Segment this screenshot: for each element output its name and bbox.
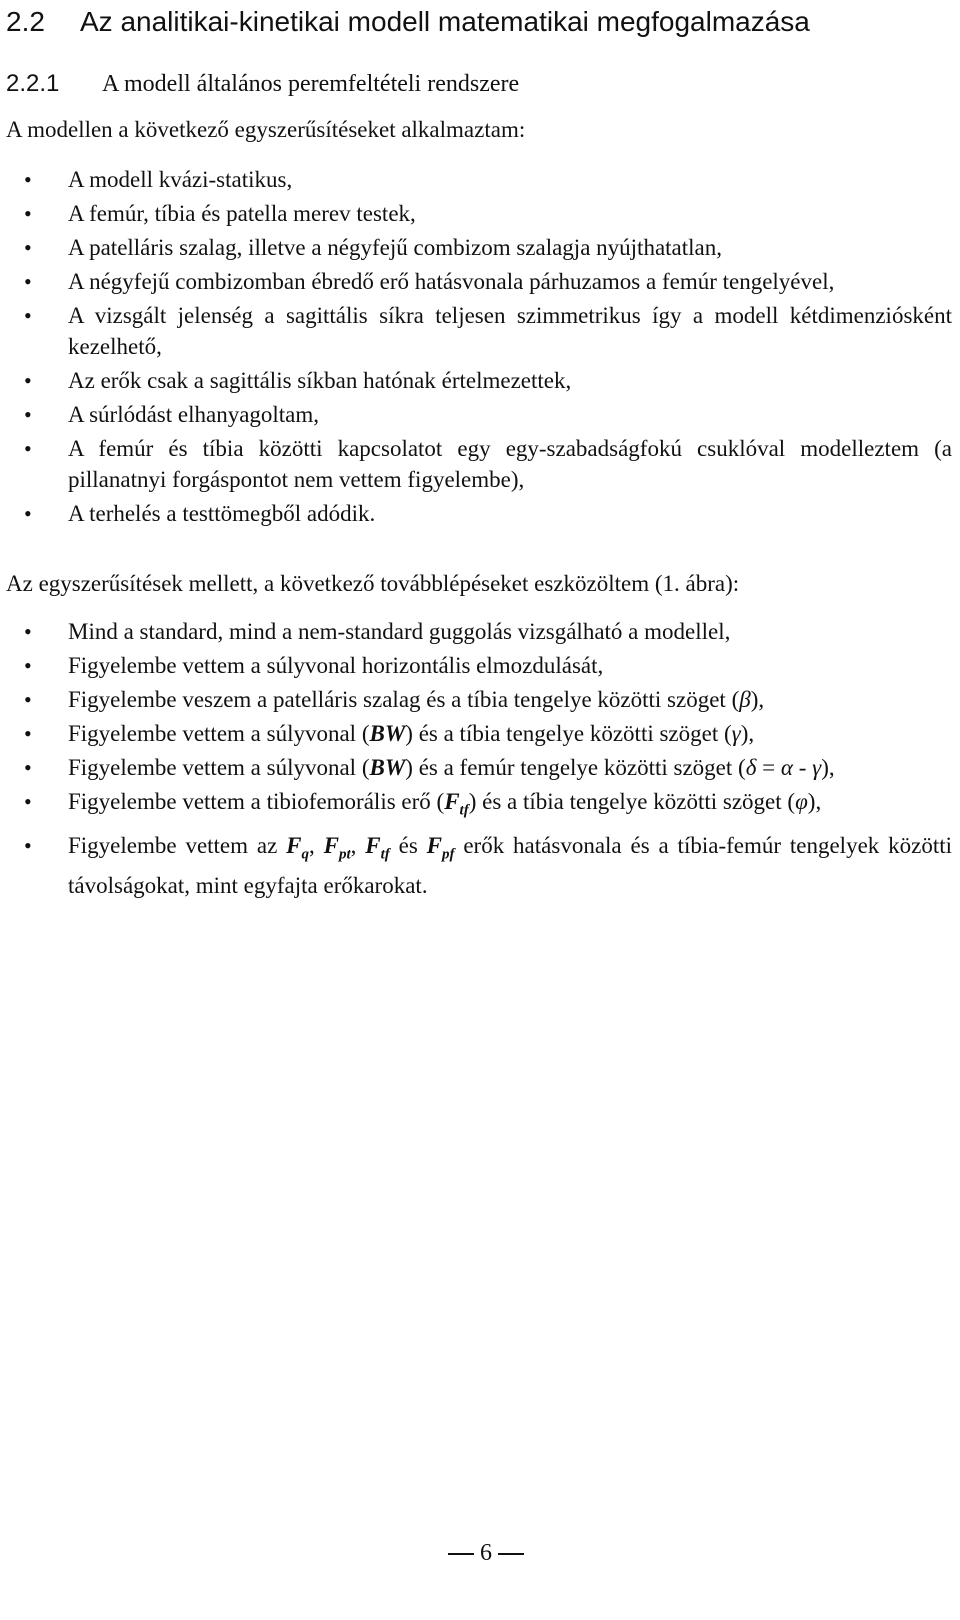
- force-symbol: F: [444, 789, 460, 814]
- list-item: • A femúr és tíbia közötti kapcsolatot egy egy-szabadságfokú csuklóval modelleztem (a pillanatnyi forgáspontot nem vettem figyelembe),: [6, 433, 952, 495]
- dash-left: [448, 1553, 474, 1555]
- intro-paragraph-1: A modellen a következő egyszerűsítéseket alkalmaztam:: [6, 117, 526, 142]
- list-item: • A súrlódást elhanyagoltam,: [6, 399, 952, 430]
- list-item: • A patelláris szalag, illetve a négyfejű combizom szalagja nyújthatatlan,: [6, 232, 952, 263]
- section-title: Az analitikai-kinetikai modell matematikai megfogalmazása: [80, 6, 810, 37]
- dash-right: [498, 1553, 524, 1555]
- list-item: • Az erők csak a sagittális síkban hatónak értelmezettek,: [6, 365, 952, 396]
- improvements-list: [6, 616, 952, 904]
- beta-symbol: β: [739, 687, 751, 712]
- list-item: • Mind a standard, mind a nem-standard guggolás vizsgálható a modellel,: [6, 616, 952, 647]
- page-number: 6: [442, 1540, 530, 1567]
- list-item: • Figyelembe vettem a tibiofemorális erő $(F_{tf})$ és a tíbia tengelye közötti szöget (φ),: [6, 786, 952, 827]
- list-item: • Figyelembe vettem a súlyvonal (BW) és a tíbia tengelye közötti szöget (γ),: [6, 718, 952, 749]
- intro-paragraph-2: Az egyszerűsítések mellett, a következő továbblépéseket eszközöltem (1. ábra):: [6, 571, 740, 596]
- phi-symbol: φ: [795, 789, 808, 814]
- gamma-symbol: γ: [731, 721, 741, 746]
- list-item: • Figyelembe veszem a patelláris szalag és a tíbia tengelye közötti szöget (β),: [6, 684, 952, 715]
- delta-symbol: δ: [745, 755, 757, 780]
- section-heading: [6, 4, 810, 40]
- list-item: • A modell kvázi-statikus,: [6, 164, 952, 195]
- bw-symbol: BW: [369, 721, 406, 746]
- list-item: • A vizsgált jelenség a sagittális síkra teljesen szimmetrikus így a modell kétdimenziósként kezelhető,: [6, 300, 952, 362]
- list-item: • A femúr, tíbia és patella merev testek,: [6, 198, 952, 229]
- list-item: • Figyelembe vettem a súlyvonal (BW) és a femúr tengelye közötti szöget (δ = α - γ),: [6, 752, 952, 783]
- list-item: • Figyelembe vettem az $F_q$, $F_{pt}$, $F_{tf}$ és $F_{pf}$ erők hatásvonala és a tíbia-femúr tengelyek közötti távolságokat, mint egyfajta erőkarokat.: [6, 830, 952, 902]
- list-item: • A négyfejű combizomban ébredő erő hatásvonala párhuzamos a femúr tengelyével,: [6, 266, 952, 297]
- list-item: • Figyelembe vettem a súlyvonal horizontális elmozdulását,: [6, 650, 952, 681]
- alpha-symbol: α: [780, 755, 793, 780]
- list-item: • A terhelés a testtömegből adódik.: [6, 498, 952, 529]
- section-number: 2.2: [6, 6, 45, 37]
- subsection-title: A modell általános peremfeltételi rendszere: [102, 71, 520, 97]
- simplifications-list: [6, 164, 952, 532]
- subsection-heading: [6, 68, 519, 100]
- subsection-number: 2.2.1: [6, 70, 60, 97]
- gamma-symbol: γ: [812, 755, 822, 780]
- bw-symbol: BW: [369, 755, 406, 780]
